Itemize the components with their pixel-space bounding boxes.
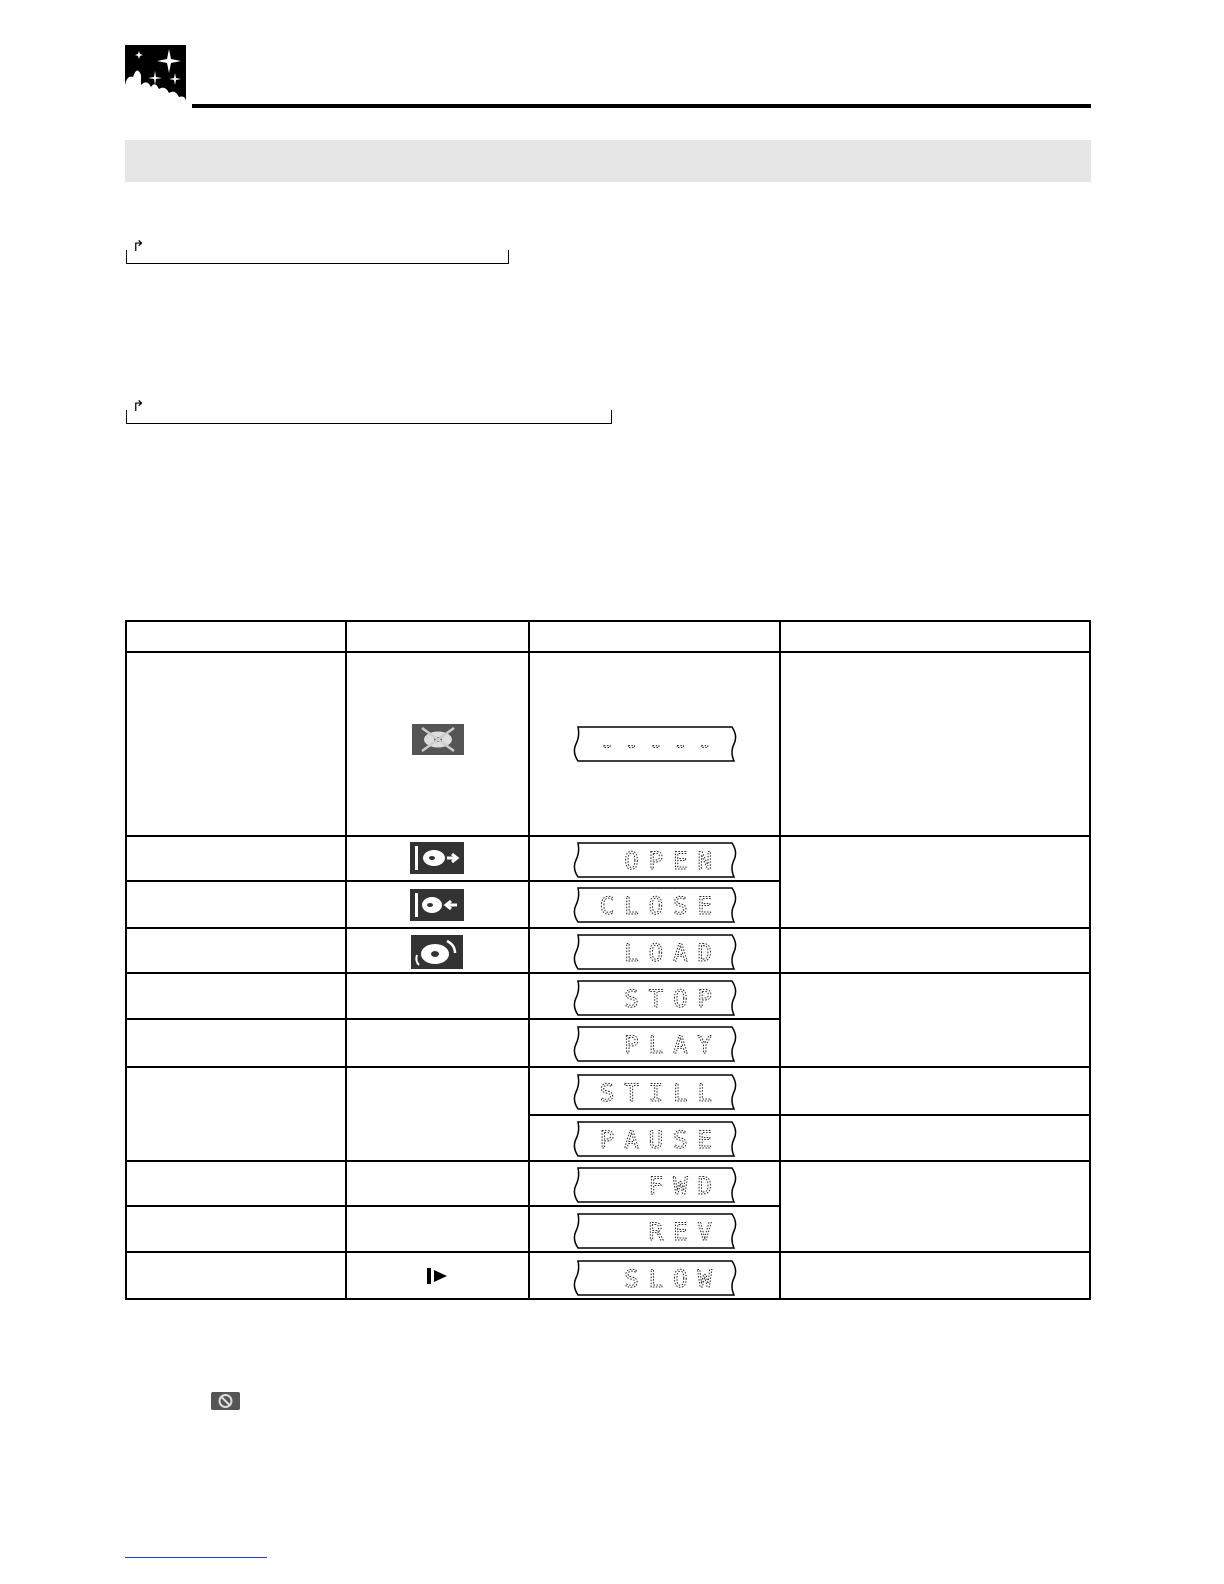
slow-play-icon: [426, 1267, 450, 1285]
lcd-display: [572, 1026, 737, 1062]
lcd-display: [572, 1260, 737, 1296]
lcd-text: PAUSE: [599, 1126, 722, 1154]
no-disc-icon: [412, 724, 464, 755]
lcd-display: [572, 1121, 737, 1157]
lcd-text: FWD: [648, 1172, 722, 1200]
lcd-text: -----: [599, 731, 722, 759]
section-band: [125, 140, 1091, 182]
logo-icon: [125, 45, 186, 106]
tray-close-icon: [410, 889, 464, 921]
lcd-text: LOAD: [624, 939, 722, 967]
prohibited-icon: [211, 1392, 240, 1410]
lcd-text: STOP: [624, 985, 722, 1013]
lcd-text: STILL: [599, 1079, 722, 1107]
return-arrow-icon: ↱: [132, 398, 145, 415]
lcd-text: OPEN: [624, 847, 722, 875]
lcd-text: CLOSE: [599, 892, 722, 920]
lcd-text: PLAY: [624, 1031, 722, 1059]
tray-open-icon: [410, 842, 464, 874]
lcd-display: [572, 887, 737, 923]
disc-load-icon: [411, 935, 463, 969]
lcd-display: [572, 726, 737, 762]
footer-rule: [125, 1557, 267, 1558]
sequence-bracket-2: [126, 398, 612, 424]
lcd-text: SLOW: [624, 1265, 722, 1293]
sequence-bracket-1: [126, 238, 509, 264]
lcd-display: [572, 842, 737, 878]
lcd-display: [572, 934, 737, 970]
lcd-display: [572, 1074, 737, 1110]
lcd-display: [572, 1167, 737, 1203]
lcd-display: [572, 980, 737, 1016]
lcd-display: [572, 1213, 737, 1249]
return-arrow-icon: ↱: [132, 238, 145, 255]
lcd-text: REV: [648, 1218, 722, 1246]
header-rule: [192, 104, 1091, 108]
